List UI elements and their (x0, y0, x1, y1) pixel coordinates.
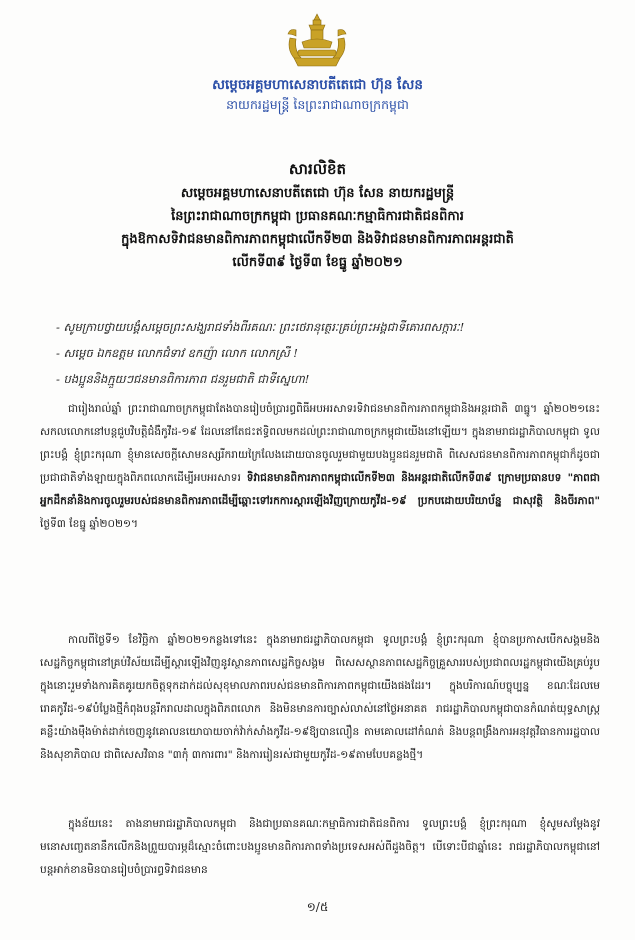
royal-emblem-icon (282, 12, 352, 70)
paragraph-1 (40, 398, 600, 628)
paragraph-1-part-a: ជារៀងរាល់ឆ្នាំ ព្រះរាជាណាចក្រកម្ពុជាតែងបានរៀបចំប្រារព្ធពិធីអបអរសាទរទិវាជនមានពិការភាពកម្ពុជានិងអន្តរជាតិ ៣ធ្នូ។ ឆ្នាំ២០២១នេះ សកលលោកនៅបន្តជួបវិបត្តិជំងឺកូវីដ-១៩ ដែលនៅតែជះឥទ្ធិពលមកដល់ព្រះរាជាណាចក្រកម្ពុជាយើងនៅឡើយ។ ក្នុងនាមរាជរដ្ឋាភិបាលកម្ពុជា ទូលព្រះបង្គំ ខ្ញុំព្រះករុណា ខ្ញុំមានសេចក្តីសោមនស្សរីករាយក្រៃលែងដោយបានចូលរួមជាមួយបងប្អូនជនរួមជាតិ ពិសេសជនមានពិការភាពកម្ពុជាក៏ដូចជាប្រជាជាតិទាំងឡាយក្នុងពិភពលោកដើម្បីអបអរសាទរ (40, 403, 600, 484)
salutation-citizens: - បងប្អូននិងក្មួយៗជនមានពិការភាព ជនរួមជាតិ ជាទីស្នេហា! (56, 372, 310, 386)
header-role-line: នាយករដ្ឋមន្ត្រី នៃព្រះរាជាណាចក្រកម្ពុជា (226, 97, 409, 112)
title-line-2: នៃព្រះរាជាណាចក្រកម្ពុជា ប្រធានគណៈកម្មាធិការជាតិជនពិការ (171, 209, 464, 224)
header-name-line: សម្តេចអគ្គមហាសេនាបតីតេជោ ហ៊ុន សែន (212, 77, 423, 93)
title-line-3: ក្នុងឱកាសទិវាជនមានពិការភាពកម្ពុជាលើកទី២៣ និងទិវាជនមានពិការភាពអន្តរជាតិ (121, 232, 514, 247)
paragraph-3: ក្នុងន័យនេះ តាងនាមរាជរដ្ឋាភិបាលកម្ពុជា និងជាប្រធានគណៈកម្មាធិការជាតិជនពិការ ទូលព្រះបង្គំ ខ្ញុំព្រះករុណា ខ្ញុំសូមសម្តែងនូវមនោសញ្ចេតនានឹកលើកនិងព្រួយបារម្ភដ៏ស្មោះចំពោះបងប្អូនមានពិការភាពទាំងប្រទេសអស់ពីដួងចិត្ត។ បើទោះបីជាឆ្នាំនេះ រាជរដ្ឋាភិបាលកម្ពុជានៅបន្តអាក់ខានមិនបានរៀបចំប្រារព្ធទិវាជនមាន (40, 818, 600, 876)
paragraph-1-theme: ទិវាជនមានពិការភាពកម្ពុជាលើកទី២៣ និងអន្តរជាតិលើកទី៣៩ ក្រោមប្រធានបទ "ភាពជាអ្នកដឹកនាំនិងការចូលរួមរបស់ជនមានពិការភាពដើម្បីឆ្ពោះទៅរកការស្តារឡើងវិញក្រោយកូវីដ-១៩ ប្រកបដោយបរិយាប័ន្ន ជាសុវត្ថិ និងចីរភាព" (40, 472, 600, 507)
paragraph-1-part-c: ថ្ងៃទី៣ ខែធ្នូ ឆ្នាំ២០២១។ (40, 518, 139, 530)
title-line-4: លើកទី៣៩ ថ្ងៃទី៣ ខែធ្នូ ឆ្នាំ២០២១ (232, 255, 403, 270)
page-number: ១/៥ (306, 900, 329, 914)
paragraph-2: កាលពីថ្ងៃទី១ ខែវិច្ឆិកា ឆ្នាំ២០២១កន្លងទៅនេះ ក្នុងនាមរាជរដ្ឋាភិបាលកម្ពុជា ទូលព្រះបង្គំ ខ្ញុំព្រះករុណា ខ្ញុំបានប្រកាសបើកសង្គមនិងសេដ្ឋកិច្ចកម្ពុជានៅគ្រប់វិស័យដើម្បីស្តារឡើងវិញនូវស្ថានភាពសេដ្ឋកិច្ចសង្គម ពិសេសស្ថានភាពសេដ្ឋកិច្ចគ្រួសាររបស់ប្រជាពលរដ្ឋកម្ពុជាយើងគ្រប់រូប ក្នុងនោះរួមទាំងការគិតគូរយកចិត្តទុកដាក់ដល់សុខុមាលភាពរបស់ជនមានពិការភាពកម្ពុជាយើងផងដែរ។ ក្នុងបរិការណ៍បច្ចុប្បន្ន ខណៈដែលមេរោគកូវីដ-១៩បំប្លែងថ្មីកំពុងបន្តរីករាលដាលក្នុងពិភពលោក និងមិនមានការច្បាស់លាស់នៅថ្ងៃអនាគត រាជរដ្ឋាភិបាលកម្ពុជាបានកំណត់យុទ្ធសាស្ត្រគន្លឹះយ៉ាងម៉ឺងម៉ាត់ដាក់ចេញនូវគោលនយោបាយចាក់វ៉ាក់សាំងកូវីដ-១៩ឱ្យបានលឿន តាមគោលដៅកំណត់ និងបន្តពង្រឹងការអនុវត្តវិធានការរដ្ឋបាលនិងសុខាភិបាល ជាពិសេសវិធាន "៣កុំ ៣ការពារ" និងការរៀនរស់ជាមួយកូវីដ-១៩តាមបែបគន្លងថ្មី។ (40, 634, 600, 761)
salutation-dignitaries: - សម្តេច ឯកឧត្តម លោកជំទាវ ឧកញ៉ា លោក លោកស្រី ! (56, 346, 298, 360)
document-title: សារលិខិត (288, 160, 347, 178)
salutation-monks: - សូមក្រាបថ្វាយបង្គំសម្តេចព្រះសង្ឃរាជទាំងពីរគណៈ ព្រះថេរានុត្ថេរៈគ្រប់ព្រះអង្គជាទីគោរពសក្ការៈ! (56, 320, 465, 334)
title-line-1: សម្តេចអគ្គមហាសេនាបតីតេជោ ហ៊ុន សែន នាយករដ្ឋមន្ត្រី (180, 186, 455, 201)
